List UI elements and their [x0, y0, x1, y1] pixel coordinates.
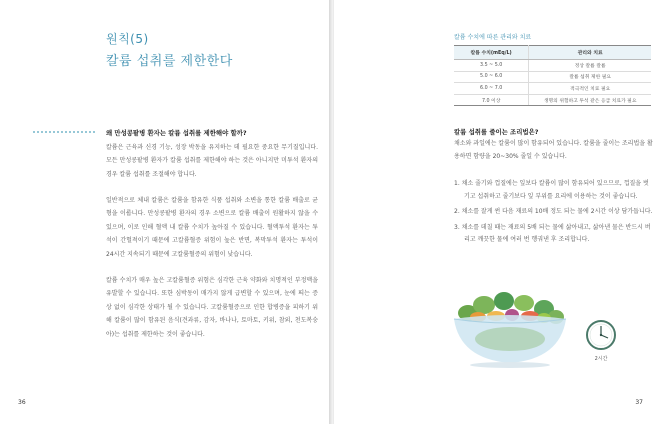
table-cell: 적극적인 치료 필요: [529, 83, 651, 95]
table-cell: 3.5 ~ 5.0: [454, 60, 529, 72]
chapter-title: 칼륨 섭취를 제한한다: [106, 54, 233, 69]
list-item: 3. 채소를 데칠 때는 재료의 5배 되는 물에 삶아내고, 삶아낸 물은 반드시 버리고 깨끗한 물에 여러 번 헹궈낸 후 조리합니다.: [454, 223, 651, 243]
paragraph-2: 일반적으로 체내 칼륨은 칼륨을 함유한 식품 섭취와 소변을 통한 칼륨 배출로 균형을 이룹니다. 만성콩팥병 환자의 경우 소변으로 칼륨 배출이 원활하지 않을 수 있으며, 이로 인해 혈액 내 칼륨 수치가 높아질 수 있습니다. 혈액투석 환자는 투석이 간헐적이기 때문에 고칼륨혈증 위험이 높은 반면, 복막투석 환자는 투석이 24시간 지속되기 때문에 고칼륨혈증의 위험이 낮습니다.: [106, 197, 318, 258]
table-row: [454, 83, 651, 95]
potassium-table: [454, 45, 651, 106]
table-row: [454, 60, 651, 72]
cooking-intro: 채소와 과일에는 칼륨이 많이 함유되어 있습니다. 칼륨을 줄이는 조리법을 활용하면 함량을 20~30% 줄일 수 있습니다.: [454, 140, 653, 161]
paragraph-1: 칼륨은 근육과 신경 기능, 성장 박동을 유지하는 데 필요한 중요한 무기질입니다. 모든 만성콩팥병 환자가 칼륨 섭취를 제한해야 하는 것은 아니지만 미투석 환자의 경우 칼륨 섭취를 조절해야 합니다.: [106, 144, 318, 178]
table-title: 칼륨 수치에 따른 관리와 치료: [454, 34, 532, 41]
table-header-cell: 칼륨 수치(mEq/L): [454, 46, 529, 60]
table-cell: 6.0 ~ 7.0: [454, 83, 529, 95]
table-row: [454, 71, 651, 83]
table-cell: 정상 칼륨 칼륨: [529, 60, 651, 72]
table-row: [454, 94, 651, 106]
chapter-number: 원칙(5): [106, 32, 149, 46]
table-header-row: [454, 46, 651, 60]
list-item: 1. 채소 줄기와 껍질에는 잎보다 칼륨이 많이 함유되어 있으므로, 껍질을 벗기고 섭취하고 줄기보다 잎 부위를 요리에 이용하는 것이 좋습니다.: [454, 180, 649, 200]
page-number-left: 36: [18, 399, 26, 406]
clock-icon: [587, 321, 615, 349]
clock-label: 2시간: [594, 356, 608, 362]
table-cell: 5.0 ~ 6.0: [454, 71, 529, 83]
vegetable-bowl-icon: [454, 292, 566, 368]
page-number-right: 37: [635, 399, 643, 406]
table-header-cell: 관리와 치료: [529, 46, 651, 60]
list-item: 2. 채소를 잘게 썬 다음 재료의 10배 정도 되는 물에 2시간 이상 담가둡니다.: [454, 208, 653, 215]
section-question: 왜 만성콩팥병 환자는 칼륨 섭취를 제한해야 할까?: [106, 129, 247, 137]
cooking-question: 칼륨 섭취를 줄이는 조리법은?: [454, 128, 539, 136]
paragraph-3: 칼륨 수치가 매우 높은 고칼륨혈증 위험은 심각한 근육 약화와 치명적인 부정맥을 유발할 수 있습니다. 또한 심박동이 매가지 않게 급변할 수 있으며, 눈에 띄는 증상 없이 심각한 상태가 될 수 있습니다. 고칼륨혈증으로 인한 합병증을 피하기 위해 칼륨이 많이 함유된 음식(견과류, 감자, 바나나, 토마토, 키위, 참외, 천도복숭아)는 섭취를 제한하는 것이 좋습니다.: [106, 277, 318, 338]
table-cell: 생명의 위험하고 투석 같은 응급 치료가 필요: [529, 94, 651, 106]
left-page: [0, 0, 331, 424]
dotted-divider: [32, 131, 96, 133]
cooking-steps: [454, 178, 654, 250]
table-cell: 7.0 이상: [454, 94, 529, 106]
table-cell: 칼륨 섭취 제한 필요: [529, 71, 651, 83]
vegetable-bowl-illustration: [448, 289, 648, 369]
